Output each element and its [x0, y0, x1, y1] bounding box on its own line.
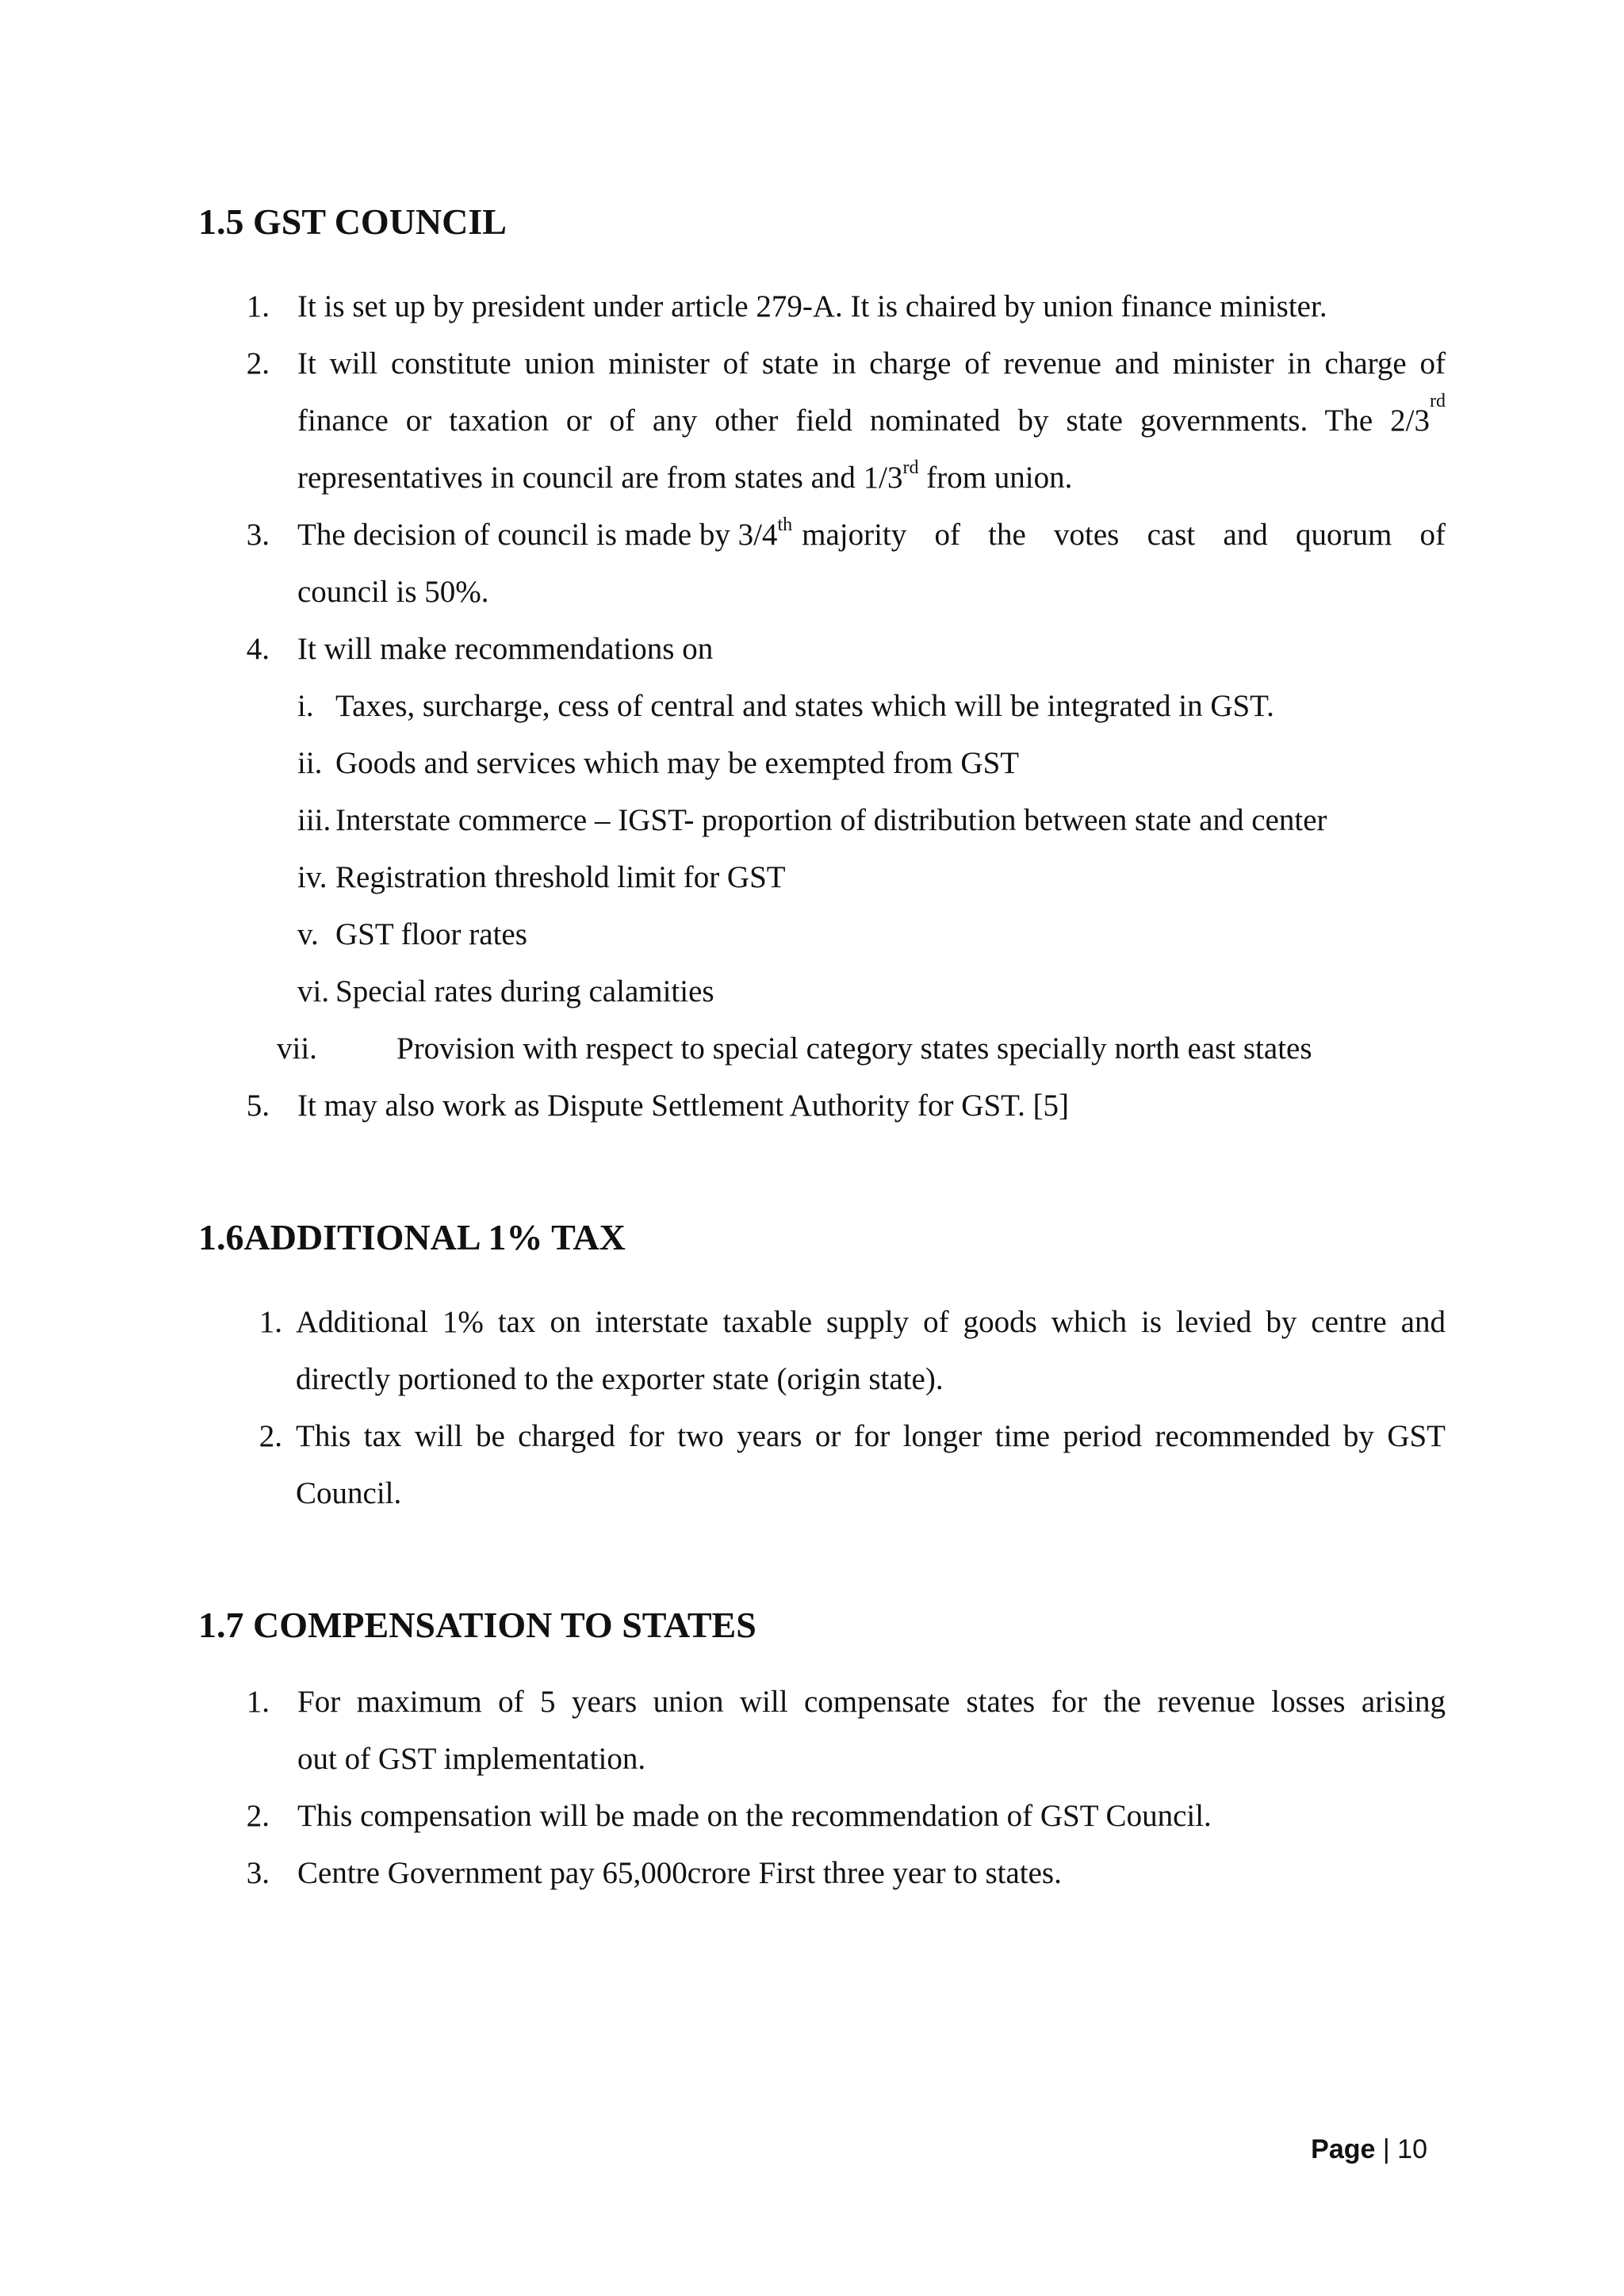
section-heading-compensation: 1.7 COMPENSATION TO STATES	[198, 1605, 756, 1645]
document-page: 1.5 GST COUNCIL 1. It is set up by president under article 279-A. It is chaired by union finance minister. 2. It will constitute union minister of state in charge of revenue and minister in charge of finance or taxation or of any other field nominated by state governments. The 2/3 rd representatives in council are from states and 1/3rd from union. 3. The decision of council is made by 3/4th majority of the votes cast and quorum of council is 50%. 4. It will make recommendations on i. Taxes, surcharge, cess of central and states which will be integrated in GST. ii. Goods and services which may be exempted from GST iii. Interstate commerce – IGST- proportion of distribution between state and center iv. Registration threshold limit for GST v. GST floor rates vi. Special rates during calamities vii. Provision with respect to special category states specially north east states 5. It may also work as Dispute Settlement Authority for GST. [5] 1.6ADDITIONAL 1% TAX 1. Additional 1% tax on interstate taxable supply of goods which is levied by centre and directly portioned to the exporter state (origin state). 2. This tax will be charged for two years or for longer time period recommended by GST Council. 1.7 COMPENSATION TO STATES 1. For maximum of 5 years union will compensate states for the revenue losses arising out of GST implementation. 2. This compensation will be made on the recommendation of GST Council. 3. Centre Government pay 65,000crore First three year to states. Page | 10	[198, 201, 1446, 2164]
page-number: 10	[1397, 2134, 1427, 2164]
section-heading-gst-council: 1.5 GST COUNCIL	[198, 201, 507, 242]
section-heading-additional-tax: 1.6ADDITIONAL 1% TAX	[198, 1217, 626, 1257]
page-footer	[1311, 2133, 1427, 2165]
page-label: Page	[1311, 2134, 1376, 2164]
page-separator: |	[1375, 2134, 1398, 2164]
